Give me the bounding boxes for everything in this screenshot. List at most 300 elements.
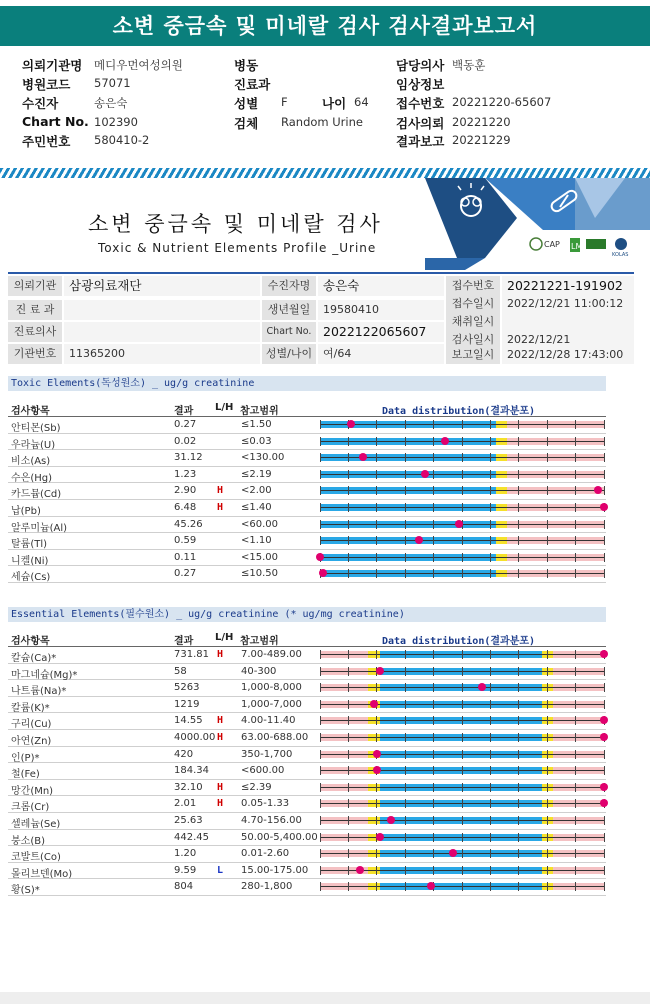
bar-tick: [518, 799, 519, 808]
bar-tick: [462, 750, 463, 759]
bar-tick: [405, 520, 406, 529]
bar-tick: [320, 650, 321, 659]
field-value: 57071: [94, 76, 131, 90]
distribution-bar: [320, 438, 604, 445]
bar-tick: [518, 816, 519, 825]
result-value: 25.63: [174, 815, 203, 826]
result-value: 804: [174, 881, 194, 893]
distribution-bar: [320, 834, 604, 841]
cap-logo-icon: [530, 238, 542, 250]
col-header: Data distribution(결과분포): [382, 636, 536, 647]
bar-tick: [575, 453, 576, 462]
bar-tick: [405, 667, 406, 676]
distribution-bar: [320, 504, 604, 511]
field-label: 검사의뢰: [396, 116, 445, 131]
distribution-bar: [320, 537, 604, 544]
bar-tick: [518, 503, 519, 512]
bar-tick: [490, 766, 491, 775]
bar-tick: [518, 569, 519, 578]
element-name: 카드뮴(Cd): [11, 489, 62, 501]
pi-label: 검사일시: [446, 330, 500, 350]
bar-tick: [320, 799, 321, 808]
bar-tick: [348, 833, 349, 842]
reference-range: <600.00: [241, 765, 285, 777]
bar-tick: [348, 453, 349, 462]
result-marker: [600, 716, 608, 724]
bar-tick: [547, 783, 548, 792]
page-footer: [0, 992, 650, 1004]
bar-tick: [604, 453, 605, 462]
bar-tick: [376, 553, 377, 562]
element-name: 탈륨(Tl): [11, 539, 48, 551]
result-marker: [370, 700, 378, 708]
bar-tick: [348, 683, 349, 692]
element-name: 셀레늄(Se): [11, 819, 61, 830]
bar-tick: [320, 750, 321, 759]
bar-tick: [376, 882, 377, 891]
bar-tick: [433, 866, 434, 875]
bar-tick: [604, 866, 605, 875]
bar-tick: [320, 683, 321, 692]
bar-tick: [547, 667, 548, 676]
pi-value: 19580410: [318, 300, 444, 320]
bar-tick: [490, 716, 491, 725]
field-label: 결과보고: [396, 134, 445, 149]
bar-tick: [462, 667, 463, 676]
patient-info-table: [8, 272, 634, 364]
bar-tick: [518, 520, 519, 529]
lh-flag: H: [217, 649, 224, 660]
distribution-bar: [320, 701, 604, 708]
bar-tick: [376, 733, 377, 742]
bar-tick: [405, 783, 406, 792]
result-marker: [376, 833, 384, 841]
result-value: 2.90: [174, 485, 197, 497]
bar-tick: [490, 536, 491, 545]
bar-tick: [348, 766, 349, 775]
bar-tick: [320, 783, 321, 792]
bar-tick: [575, 733, 576, 742]
result-marker: [421, 470, 429, 478]
result-marker: [600, 733, 608, 741]
bar-tick: [348, 816, 349, 825]
bar-tick: [405, 750, 406, 759]
bar-tick: [490, 420, 491, 429]
accreditation-logos: [524, 234, 636, 258]
bar-tick: [575, 569, 576, 578]
bar-tick: [433, 569, 434, 578]
field-value: 송은숙: [94, 96, 128, 110]
element-name: 인(P)*: [11, 752, 40, 764]
pi-label: 진 료 과: [8, 300, 62, 320]
bar-tick: [376, 486, 377, 495]
bar-tick: [575, 700, 576, 709]
table-row: [8, 647, 606, 664]
bar-tick: [433, 420, 434, 429]
result-value: 0.27: [174, 568, 197, 580]
bar-tick: [518, 766, 519, 775]
table-row: [8, 846, 606, 863]
element-name: 우라늄(U): [11, 439, 56, 451]
bar-tick: [518, 783, 519, 792]
bar-tick: [547, 700, 548, 709]
result-marker: [441, 437, 449, 445]
bar-tick: [348, 716, 349, 725]
bar-tick: [518, 700, 519, 709]
bar-tick: [320, 849, 321, 858]
bar-tick: [433, 650, 434, 659]
bar-tick: [518, 486, 519, 495]
lh-flag: L: [217, 864, 224, 876]
bar-tick: [405, 866, 406, 875]
table-row: [8, 664, 606, 681]
bar-tick: [490, 569, 491, 578]
table-row: [8, 763, 606, 780]
field-label: 진료과: [234, 77, 271, 92]
bar-tick: [462, 766, 463, 775]
bar-tick: [490, 799, 491, 808]
bar-tick: [462, 833, 463, 842]
bar-tick: [348, 799, 349, 808]
bar-tick: [575, 866, 576, 875]
element-name: 칼슘(Ca)*: [11, 653, 57, 664]
bar-tick: [490, 650, 491, 659]
reference-range: 280-1,800: [241, 881, 293, 893]
element-name: 붕소(B): [11, 835, 45, 847]
bar-tick: [462, 683, 463, 692]
reference-range: ≤2.19: [241, 468, 272, 480]
pi-label: Chart No.: [262, 322, 316, 342]
col-header: 결과: [174, 636, 194, 647]
element-name: 수은(Hg): [11, 472, 52, 484]
bar-tick: [490, 453, 491, 462]
bar-tick: [575, 816, 576, 825]
bar-tick: [320, 437, 321, 446]
essential-section-title: Essential Elements(필수원소) _ ug/g creatinine (* ug/mg creatinine): [8, 607, 606, 622]
distribution-bar: [320, 883, 604, 890]
banner-subtitle: Toxic & Nutrient Elements Profile _Urine: [98, 241, 377, 255]
table-row: [8, 747, 606, 764]
result-marker: [600, 503, 608, 511]
distribution-bar: [320, 867, 604, 874]
pi-label: 수진자명: [262, 276, 316, 296]
bar-tick: [575, 667, 576, 676]
reference-range: 4.70-156.00: [241, 815, 302, 826]
element-name: 납(Pb): [11, 506, 41, 517]
bar-tick: [433, 816, 434, 825]
reference-range: ≤10.50: [241, 568, 279, 580]
reference-range: 63.00-688.00: [241, 732, 309, 743]
bar-tick: [462, 437, 463, 446]
result-value: 32.10: [174, 781, 203, 793]
bar-tick: [604, 520, 605, 529]
result-value: 9.59: [174, 864, 197, 876]
bar-tick: [604, 667, 605, 676]
bar-tick: [462, 700, 463, 709]
bar-tick: [575, 750, 576, 759]
bar-tick: [518, 733, 519, 742]
result-value: 5263: [174, 682, 200, 694]
bar-tick: [405, 700, 406, 709]
bar-tick: [405, 849, 406, 858]
bar-tick: [490, 783, 491, 792]
reference-range: 0.05-1.33: [241, 798, 290, 810]
bar-tick: [433, 683, 434, 692]
result-value: 58: [174, 665, 187, 677]
bar-tick: [405, 486, 406, 495]
bar-tick: [348, 486, 349, 495]
bar-tick: [320, 716, 321, 725]
bar-tick: [405, 716, 406, 725]
pi-label: 접수번호: [446, 276, 500, 296]
result-marker: [600, 783, 608, 791]
bar-tick: [575, 799, 576, 808]
result-value: 1.23: [174, 468, 197, 480]
table-row: [8, 796, 606, 813]
pi-label: 채취일시: [446, 312, 500, 332]
bar-tick: [462, 420, 463, 429]
bar-tick: [547, 453, 548, 462]
bar-tick: [575, 420, 576, 429]
bar-tick: [518, 536, 519, 545]
field-value: F: [281, 95, 288, 109]
bar-tick: [320, 700, 321, 709]
bar-tick: [490, 866, 491, 875]
table-row: [8, 517, 606, 534]
bar-tick: [462, 569, 463, 578]
result-marker: [387, 816, 395, 824]
distribution-bar: [320, 668, 604, 675]
bar-tick: [575, 553, 576, 562]
reference-range: 4.00-11.40: [241, 715, 296, 727]
bar-tick: [604, 882, 605, 891]
distribution-bar: [320, 717, 604, 724]
result-value: 1219: [174, 698, 200, 710]
field-label: 검체: [234, 116, 259, 131]
bar-tick: [490, 849, 491, 858]
bar-tick: [405, 650, 406, 659]
reference-range: <60.00: [241, 518, 279, 530]
bar-tick: [320, 486, 321, 495]
pi-value: [64, 322, 260, 342]
bar-tick: [575, 783, 576, 792]
bar-tick: [490, 667, 491, 676]
result-marker: [376, 667, 384, 675]
bar-tick: [604, 683, 605, 692]
pi-label: 생년월일: [262, 300, 316, 320]
field-label: 나이: [322, 96, 347, 111]
bar-tick: [547, 833, 548, 842]
bar-tick: [575, 536, 576, 545]
table-row: [8, 680, 606, 697]
table-row: [8, 879, 606, 896]
bar-tick: [405, 816, 406, 825]
table-header: [8, 400, 606, 417]
bar-tick: [462, 503, 463, 512]
table-row: [8, 713, 606, 730]
bar-tick: [547, 569, 548, 578]
result-marker: [356, 866, 364, 874]
bar-tick: [547, 536, 548, 545]
bar-tick: [518, 437, 519, 446]
bar-tick: [462, 470, 463, 479]
bar-tick: [518, 716, 519, 725]
result-value: 0.11: [174, 551, 197, 563]
result-value: 2.01: [174, 798, 197, 810]
lh-flag: H: [217, 798, 224, 810]
bar-tick: [547, 486, 548, 495]
bar-tick: [376, 437, 377, 446]
bar-tick: [433, 486, 434, 495]
bar-tick: [348, 733, 349, 742]
result-marker: [359, 453, 367, 461]
bar-tick: [320, 667, 321, 676]
table-row: [8, 863, 606, 880]
distribution-bar: [320, 651, 604, 658]
bar-tick: [518, 667, 519, 676]
report-banner: [0, 178, 650, 270]
bar-tick: [462, 453, 463, 462]
bar-tick: [575, 437, 576, 446]
bar-tick: [490, 520, 491, 529]
bar-tick: [433, 750, 434, 759]
result-value: 442.45: [174, 831, 209, 843]
bar-tick: [462, 849, 463, 858]
bar-tick: [376, 470, 377, 479]
kolas-logo-icon: [615, 238, 627, 250]
bar-tick: [348, 849, 349, 858]
bar-tick: [462, 783, 463, 792]
result-marker: [600, 799, 608, 807]
bar-tick: [462, 553, 463, 562]
col-header: L/H: [215, 632, 234, 643]
bar-tick: [433, 453, 434, 462]
result-marker: [373, 750, 381, 758]
pi-value: 삼광의료재단: [64, 276, 260, 296]
result-value: 6.48: [174, 502, 197, 513]
bar-tick: [433, 553, 434, 562]
lh-flag: H: [217, 781, 224, 793]
bar-tick: [348, 569, 349, 578]
bar-tick: [405, 420, 406, 429]
bar-tick: [604, 486, 605, 495]
bar-tick: [348, 437, 349, 446]
bar-tick: [320, 833, 321, 842]
bar-tick: [518, 470, 519, 479]
bar-tick: [376, 849, 377, 858]
field-label: 병동: [234, 58, 259, 73]
table-row: [8, 450, 606, 467]
lh-flag: H: [217, 502, 224, 513]
bar-tick: [547, 503, 548, 512]
element-name: 알루미늄(Al): [11, 522, 68, 534]
pi-label: 성별/나이: [262, 344, 316, 364]
field-label: 임상정보: [396, 77, 445, 92]
bar-tick: [376, 503, 377, 512]
bar-tick: [462, 733, 463, 742]
bar-tick: [433, 733, 434, 742]
result-value: 0.27: [174, 419, 197, 430]
bar-tick: [575, 503, 576, 512]
bar-tick: [320, 816, 321, 825]
bar-tick: [433, 520, 434, 529]
bar-tick: [376, 683, 377, 692]
bar-tick: [376, 420, 377, 429]
field-label: 의뢰기관명: [22, 58, 83, 73]
bar-tick: [348, 520, 349, 529]
bar-tick: [462, 799, 463, 808]
bar-tick: [433, 849, 434, 858]
bar-tick: [405, 882, 406, 891]
table-row: [8, 500, 606, 517]
field-value: 메디우먼여성의원: [94, 58, 183, 72]
bar-tick: [518, 833, 519, 842]
bar-tick: [604, 420, 605, 429]
distribution-bar: [320, 421, 604, 428]
element-name: 망간(Mn): [11, 785, 54, 797]
bar-tick: [547, 766, 548, 775]
bar-tick: [376, 536, 377, 545]
table-row: [8, 550, 606, 567]
result-value: 0.02: [174, 435, 197, 447]
bar-tick: [490, 816, 491, 825]
bar-tick: [604, 833, 605, 842]
bar-tick: [462, 816, 463, 825]
field-label: 담당의사: [396, 58, 445, 73]
bar-tick: [518, 866, 519, 875]
bar-tick: [433, 783, 434, 792]
bar-tick: [320, 766, 321, 775]
bar-tick: [376, 520, 377, 529]
bar-tick: [376, 866, 377, 875]
distribution-bar: [320, 471, 604, 478]
bar-tick: [575, 650, 576, 659]
col-header: 검사항목: [11, 636, 50, 647]
bar-tick: [348, 536, 349, 545]
bar-tick: [433, 766, 434, 775]
bar-tick: [547, 650, 548, 659]
bar-tick: [604, 569, 605, 578]
bar-tick: [320, 520, 321, 529]
pi-value: 2022/12/28 17:43:00: [502, 346, 634, 364]
bar-tick: [348, 503, 349, 512]
pi-label: 보고일시: [446, 346, 500, 364]
bar-tick: [518, 453, 519, 462]
bar-tick: [547, 750, 548, 759]
report-header-info: [0, 52, 650, 157]
bar-tick: [490, 486, 491, 495]
bar-tick: [490, 503, 491, 512]
bar-tick: [462, 882, 463, 891]
col-header: 결과: [174, 406, 194, 417]
result-marker: [600, 650, 608, 658]
lh-flag: H: [217, 485, 224, 497]
bar-tick: [490, 700, 491, 709]
col-header: 참고범위: [240, 636, 279, 647]
bar-tick: [490, 750, 491, 759]
result-value: 420: [174, 748, 194, 760]
table-row: [8, 533, 606, 550]
distribution-bar: [320, 734, 604, 741]
bar-tick: [462, 486, 463, 495]
bar-tick: [433, 667, 434, 676]
bar-tick: [320, 536, 321, 545]
bar-tick: [604, 700, 605, 709]
bar-tick: [604, 553, 605, 562]
table-row: [8, 830, 606, 847]
reference-range: 40-300: [241, 665, 277, 677]
bar-tick: [376, 453, 377, 462]
